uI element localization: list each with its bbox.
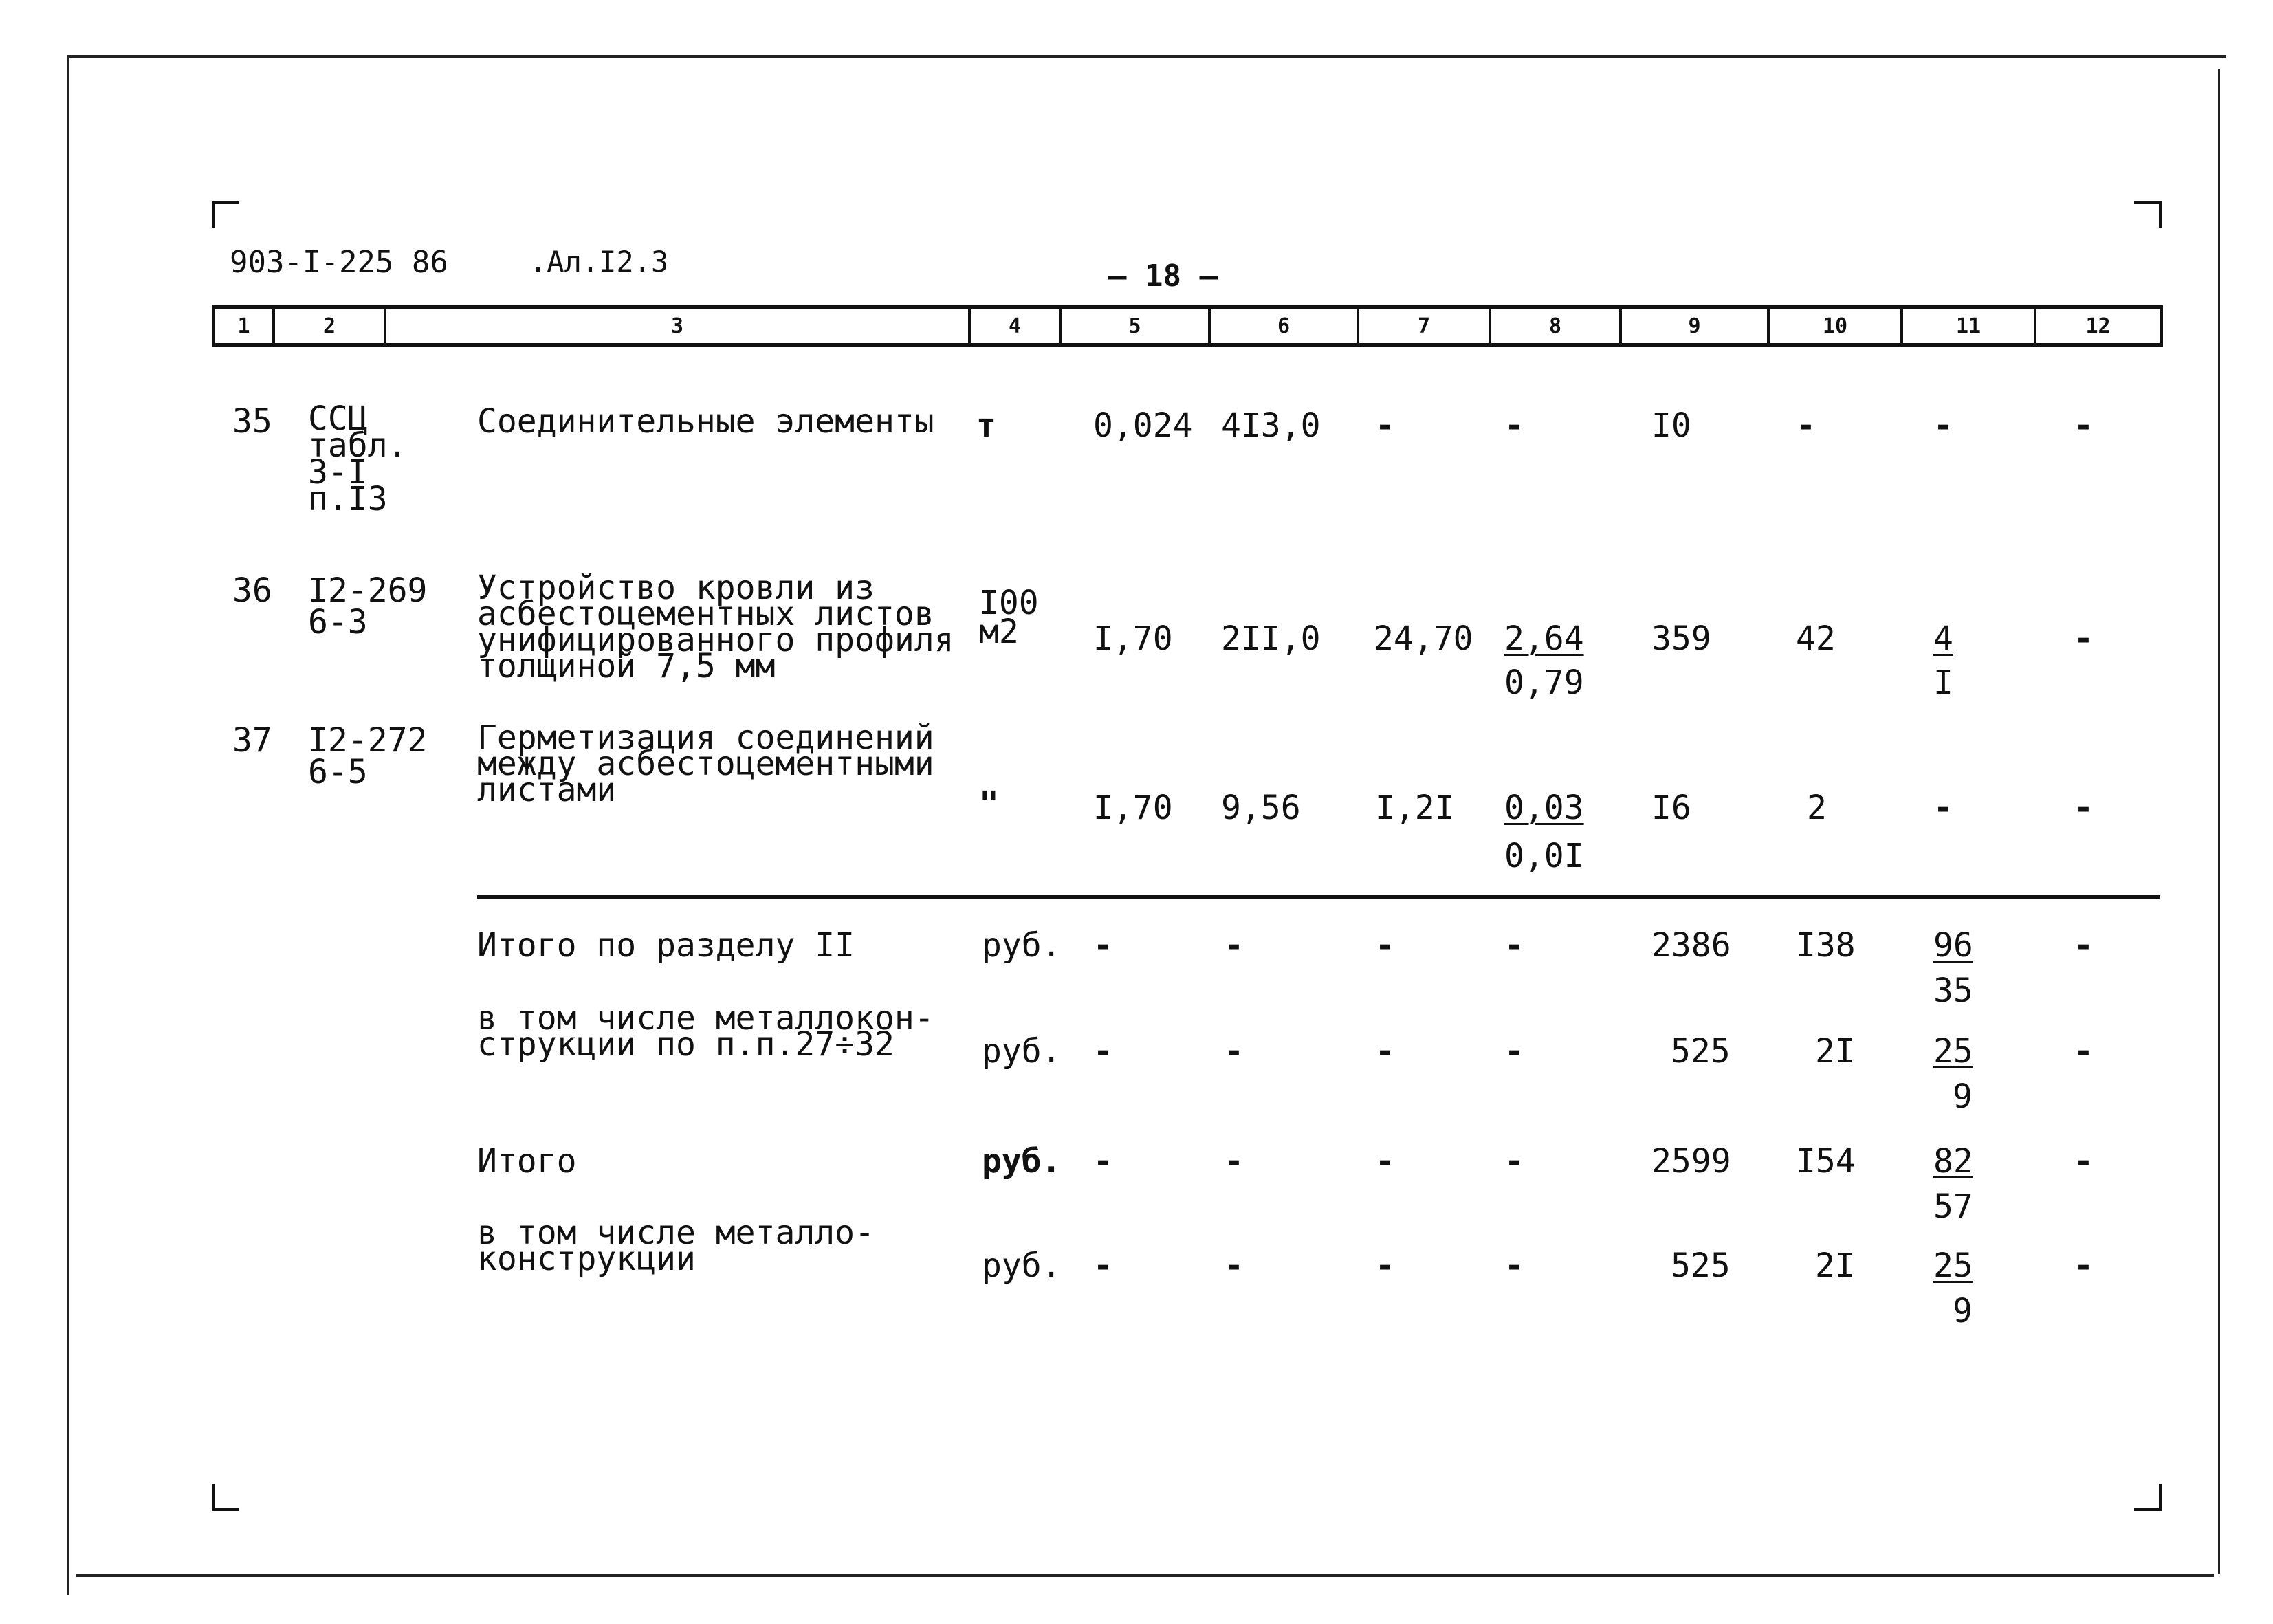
row-col6: 9,56	[1221, 789, 1301, 827]
row-col5: I,70	[1093, 789, 1173, 827]
totals-col7: -	[1375, 1247, 1395, 1285]
totals-col5: -	[1093, 926, 1113, 965]
row-col8: 0,03	[1504, 789, 1584, 827]
row-col11-sub: I	[1933, 663, 1953, 702]
totals-col6: -	[1224, 1032, 1244, 1071]
totals-col5: -	[1093, 1142, 1113, 1181]
row-col8: 2,64	[1504, 619, 1584, 658]
row-col5: I,70	[1093, 619, 1173, 658]
column-header-3: 3	[386, 309, 971, 343]
column-header-1: 1	[215, 309, 275, 343]
row-number: 36	[232, 571, 272, 610]
row-description: Устройство кровли из асбестоцементных листов унифицированного профиля толщиной 7,5 мм	[477, 569, 954, 685]
totals-col9: 2386	[1651, 926, 1731, 965]
totals-col12: -	[2074, 1247, 2094, 1285]
totals-col11: 82	[1933, 1142, 1973, 1181]
totals-col11: 25	[1933, 1032, 1973, 1071]
row-col9: I0	[1651, 406, 1691, 445]
row-col10: 42	[1796, 619, 1836, 658]
totals-col8: -	[1504, 1247, 1524, 1285]
totals-col7: -	[1375, 1142, 1395, 1181]
row-unit: I00 м2	[979, 584, 1039, 651]
totals-col8: -	[1504, 1142, 1524, 1181]
totals-col8: -	[1504, 1032, 1524, 1071]
totals-col5: -	[1093, 1032, 1113, 1071]
row-description: Герметизация соединений между асбестоцементными листами	[477, 718, 934, 809]
column-header-2: 2	[275, 309, 386, 343]
column-header-6: 6	[1211, 309, 1359, 343]
totals-label: в том числе металло- конструкции	[477, 1214, 875, 1278]
row-col8-sub: 0,0I	[1504, 837, 1584, 875]
row-code: I2-272 6-5	[308, 721, 428, 791]
row-number: 35	[232, 402, 272, 441]
row-col12: -	[2074, 619, 2094, 658]
row-col10: 2	[1807, 789, 1827, 827]
row-col12: -	[2074, 789, 2094, 827]
row-col11: 4	[1933, 619, 1953, 658]
frame-right	[2218, 69, 2220, 1574]
row-col11: -	[1933, 789, 1953, 827]
totals-col9: 2599	[1651, 1142, 1731, 1181]
totals-col11-sub: 9	[1953, 1077, 1973, 1116]
corner-mark-top-right	[2134, 201, 2162, 228]
totals-col12: -	[2074, 1142, 2094, 1181]
row-unit: "	[979, 784, 999, 823]
column-header-10: 10	[1770, 309, 1903, 343]
totals-col12: -	[2074, 926, 2094, 965]
totals-col6: -	[1224, 926, 1244, 965]
totals-unit: руб.	[982, 926, 1062, 965]
album-reference: .Ал.I2.3	[529, 245, 669, 278]
corner-mark-bottom-right	[2134, 1484, 2162, 1511]
totals-col11-sub: 9	[1953, 1292, 1973, 1330]
totals-separator-line	[477, 895, 2160, 899]
totals-unit: руб.	[982, 1032, 1062, 1071]
column-header-8: 8	[1491, 309, 1622, 343]
row-col10: -	[1796, 406, 1816, 445]
document-code: 903-I-225 86	[230, 245, 448, 280]
column-header-12: 12	[2085, 314, 2111, 338]
row-code: I2-269 6-3	[308, 571, 428, 641]
column-header-row	[212, 305, 2163, 347]
totals-col11: 96	[1933, 926, 1973, 965]
totals-col10: 2I	[1815, 1247, 1855, 1285]
row-col8-sub: 0,79	[1504, 663, 1584, 702]
column-header-7: 7	[1359, 309, 1491, 343]
totals-col10: 2I	[1815, 1032, 1855, 1071]
totals-col11-sub: 57	[1933, 1187, 1973, 1226]
row-unit: т	[976, 406, 996, 445]
frame-top	[67, 55, 2226, 58]
row-col7: 24,70	[1374, 619, 1473, 658]
row-col9: 359	[1651, 619, 1711, 658]
row-col8: -	[1504, 406, 1524, 445]
row-col7: I,2I	[1375, 789, 1455, 827]
row-description: Соединительные элементы	[477, 402, 934, 441]
frame-left	[67, 55, 69, 1595]
row-col11: -	[1933, 406, 1953, 445]
totals-col6: -	[1224, 1142, 1244, 1181]
row-col12: -	[2074, 406, 2094, 445]
totals-unit: руб.	[982, 1247, 1062, 1285]
page-number: — 18 —	[1108, 259, 1218, 294]
totals-col5: -	[1093, 1247, 1113, 1285]
totals-label: в том числе металлокон- струкции по п.п.27÷32	[477, 999, 934, 1064]
totals-col9: 525	[1671, 1247, 1731, 1285]
totals-col7: -	[1375, 926, 1395, 965]
totals-col11: 25	[1933, 1247, 1973, 1285]
totals-col6: -	[1224, 1247, 1244, 1285]
column-header-4: 4	[971, 309, 1062, 343]
totals-col10: I54	[1796, 1142, 1856, 1181]
totals-label: Итого по разделу II	[477, 926, 855, 965]
corner-mark-top-left	[212, 201, 239, 228]
column-header-5: 5	[1062, 309, 1211, 343]
corner-mark-bottom-left	[212, 1484, 239, 1511]
totals-col8: -	[1504, 926, 1524, 965]
totals-col10: I38	[1796, 926, 1856, 965]
row-number: 37	[232, 721, 272, 760]
column-header-11: 11	[1903, 309, 2036, 343]
row-code: ССЦ табл. 3-I п.I3	[308, 399, 408, 518]
row-col6: 4I3,0	[1221, 406, 1321, 445]
totals-col7: -	[1375, 1032, 1395, 1071]
column-header-9: 9	[1622, 309, 1770, 343]
totals-col9: 525	[1671, 1032, 1731, 1071]
totals-col11-sub: 35	[1933, 972, 1973, 1010]
frame-bottom	[76, 1574, 2214, 1577]
totals-col12: -	[2074, 1032, 2094, 1071]
row-col5: 0,024	[1093, 406, 1193, 445]
row-col6: 2II,0	[1221, 619, 1321, 658]
totals-unit: руб.	[982, 1142, 1062, 1181]
row-col9: I6	[1651, 789, 1691, 827]
row-col7: -	[1375, 406, 1395, 445]
totals-label: Итого	[477, 1142, 577, 1181]
